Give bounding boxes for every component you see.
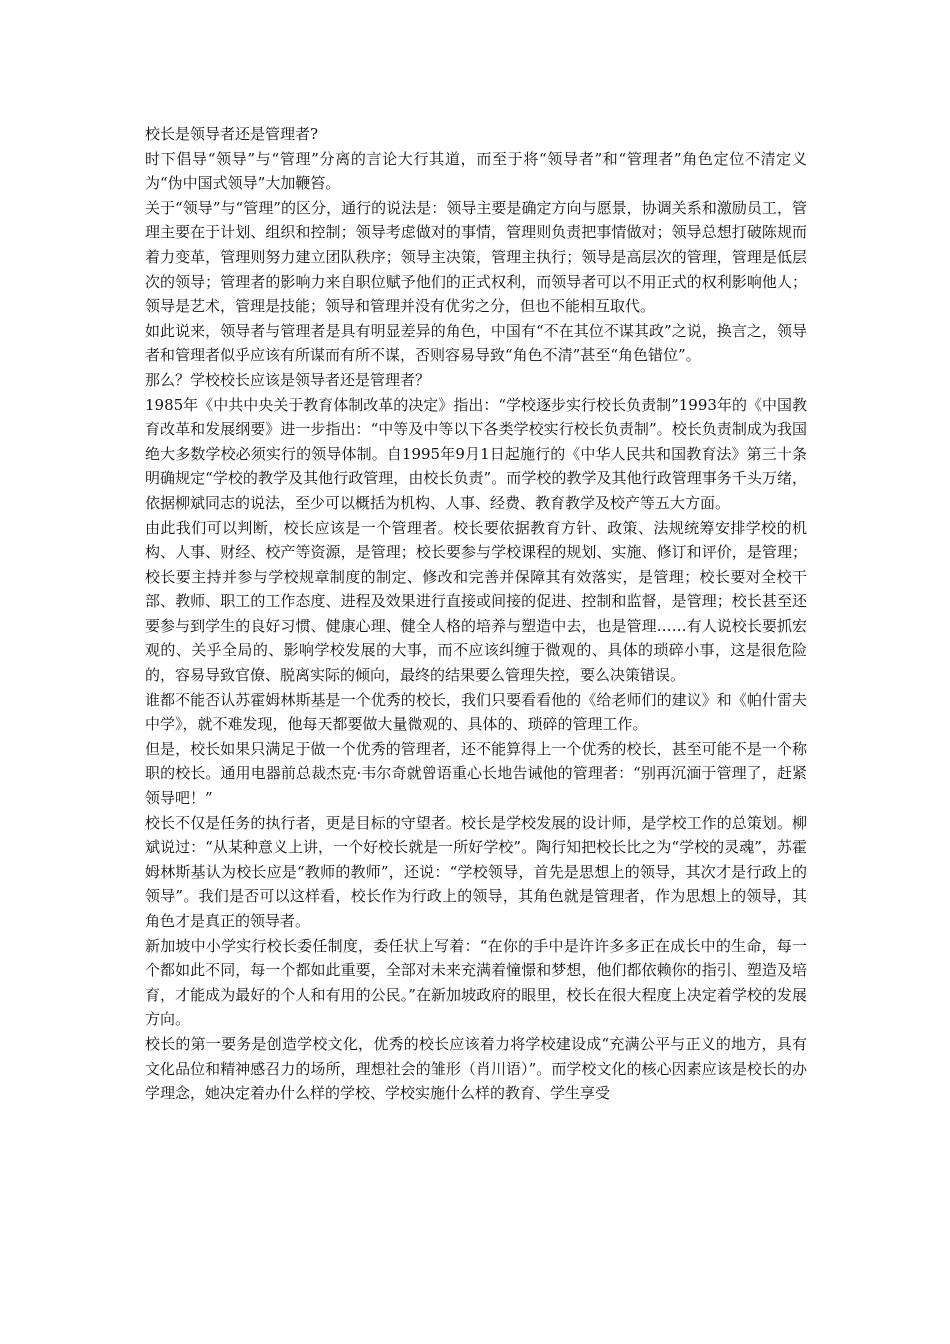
paragraph: 时下倡导“领导”与“管理”分离的言论大行其道，而至于将“领导者”和“管理者”角色定位不清定义为“伪中国式领导”大加鞭笞。 [145,149,807,193]
paragraph: 1985年《中共中央关于教育体制改革的决定》指出：“学校逐步实行校长负责制”1993年的《中国教育改革和发展纲要》进一步指出：“中等及中等以下各类学校实行校长负责制”。校长负责制成为我国绝大多数学校必须实行的领导体制。自1995年9月1日起施行的《中华人民共和国教育法》第三十条明确规定“学校的教学及其他行政管理，由校长负责”。而学校的教学及其他行政管理事务千头万绪，依据柳斌同志的说法，至少可以概括为机构、人事、经费、教育教学及校产等五大方面。 [145,395,807,512]
document-body [145,122,807,1106]
paragraph: 关于“领导”与“管理”的区分，通行的说法是：领导主要是确定方向与愿景，协调关系和激励员工，管理主要在于计划、组织和控制；领导考虑做对的事情，管理则负责把事情做对；领导总想打破陈规而着力变革，管理则努力建立团队秩序；领导主决策，管理主执行；领导是高层次的管理，管理是低层次的领导；管理者的影响力来自职位赋予他们的正式权利，而领导者可以不用正式的权利影响他人；领导是艺术，管理是技能；领导和管理并没有优劣之分，但也不能相互取代。 [145,198,807,316]
document-title: 校长是领导者还是管理者? [145,125,319,143]
paragraph: 校长不仅是任务的执行者，更是目标的守望者。校长是学校发展的设计师，是学校工作的总策划。柳斌说过：“从某种意义上讲，一个好校长就是一所好学校”。陶行知把校长比之为“学校的灵魂”，苏霍姆林斯基认为校长应是“教师的教师”，还说：“学校领导，首先是思想上的领导，其次才是行政上的领导”。我们是否可以这样看，校长作为行政上的领导，其角色就是管理者，作为思想上的领导，其角色才是真正的领导者。 [145,813,807,930]
paragraph: 校长的第一要务是创造学校文化，优秀的校长应该着力将学校建设成“充满公平与正义的地方，具有文化品位和精神感召力的场所，理想社会的雏形（肖川语）”。而学校文化的核心因素应该是校长的办学理念，她决定着办什么样的学校、学校实施什么样的教育、学生享受 [145,1034,807,1103]
paragraph: 由此我们可以判断，校长应该是一个管理者。校长要依据教育方针、政策、法规统筹安排学校的机构、人事、财经、校产等资源，是管理；校长要参与学校课程的规划、实施、修订和评价，是管理；校长要主持并参与学校规章制度的制定、修改和完善并保障其有效落实，是管理；校长要对全校干部、教师、职工的工作态度、进程及效果进行直接或间接的促进、控制和监督，是管理；校长甚至还要参与到学生的良好习惯、健康心理、健全人格的培养与塑造中去，也是管理……有人说校长要抓宏观的、关乎全局的、影响学校发展的大事，而不应该纠缠于微观的、具体的琐碎小事，这是很危险的，容易导致官僚、脱离实际的倾向，最终的结果要么管理失控，要么决策错误。 [145,518,807,685]
paragraph: 那么？学校校长应该是领导者还是管理者？ [145,370,431,389]
paragraph: 如此说来，领导者与管理者是具有明显差异的角色，中国有“不在其位不谋其政”之说，换言之，领导者和管理者似乎应该有所谋而有所不谋，否则容易导致“角色不清”甚至“角色错位”。 [145,321,807,365]
paragraph: 但是，校长如果只满足于做一个优秀的管理者，还不能算得上一个优秀的校长，甚至可能不是一个称职的校长。通用电器前总裁杰克·韦尔奇就曾语重心长地告诫他的管理者：“别再沉湎于管理了，赶紧领导吧！” [145,739,807,808]
paragraph: 谁都不能否认苏霍姆林斯基是一个优秀的校长，我们只要看看他的《给老师们的建议》和《帕什雷夫中学》，就不难发现，他每天都要做大量微观的、具体的、琐碎的管理工作。 [145,690,807,734]
paragraph: 新加坡中小学实行校长委任制度，委任状上写着：“在你的手中是许许多多正在成长中的生命，每一个都如此不同，每一个都如此重要，全部对未来充满着憧憬和梦想，他们都依赖你的指引、塑造及培育，才能成为最好的个人和有用的公民。”在新加坡政府的眼里，校长在很大程度上决定着学校的发展方向。 [145,936,807,1029]
